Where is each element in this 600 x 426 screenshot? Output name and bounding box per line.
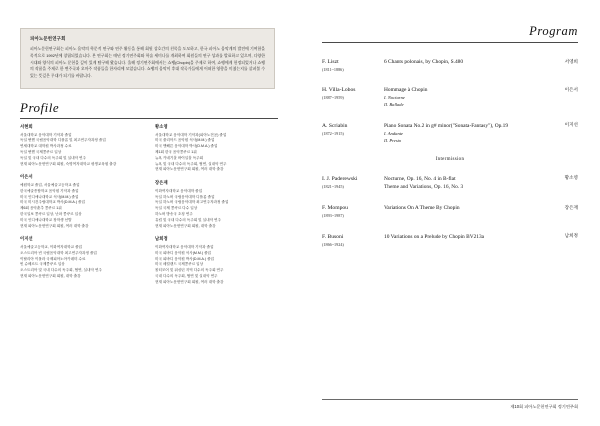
program-work	[384, 175, 548, 191]
profile-divider	[20, 118, 278, 119]
profile-line: 이화여자대학교 음악대학 졸업	[155, 188, 203, 193]
program-composer	[322, 86, 384, 101]
program-work	[384, 204, 548, 212]
program-item	[322, 175, 578, 191]
profile-line: 서울대학교 음악대학 기악과 졸업	[20, 132, 72, 137]
program-item	[322, 58, 578, 73]
profile-line: 현재 피아노문헌연구회 회원, 여러 대학 출강	[20, 223, 89, 228]
introduction-title: 피아노문헌연구회	[30, 36, 66, 41]
profile-line: 현재 피아노문헌연구회 회원, 대학 출강	[155, 223, 216, 228]
profile-name: 황소영	[155, 124, 168, 129]
intermission-label: Intermission	[435, 156, 465, 162]
program-composer	[322, 204, 384, 219]
composer-dates: (1893~1987)	[322, 213, 344, 219]
program-performer: 황소영	[564, 175, 578, 181]
profile-entry	[20, 236, 143, 279]
profile-line: 미국 맨해튼 음악대학 박사(D.M.A.) 졸업	[155, 144, 218, 149]
work-movement: II. Ballade	[384, 102, 404, 108]
profile-column-right	[155, 124, 278, 293]
profile-name: 서현희	[20, 124, 33, 129]
profile-line: 독일 하노버 국립음악대학 최고연주자과정 졸업	[155, 200, 229, 205]
profile-line: 독일 하노버 국립음악대학 디플롬 졸업	[155, 194, 215, 199]
composer-dates: (1872~1915)	[322, 130, 344, 136]
program-item	[322, 122, 578, 144]
work-title: Nocturne, Op. 16, No. 4 in B-flat	[384, 175, 456, 182]
introduction-box	[20, 28, 275, 89]
program-item	[322, 86, 578, 108]
program-work	[384, 58, 548, 66]
profile-line: 유럽 및 국내 다수의 독주회 및 실내악 연주	[155, 217, 222, 222]
program-performer: 서영희	[564, 58, 578, 64]
profile-line: 현재 피아노문헌연구회 회원, 대학 출강	[20, 273, 81, 278]
program-work	[384, 122, 548, 144]
profile-line: 서울예술고등학교, 이화여자대학교 졸업	[20, 244, 83, 249]
program-composer	[322, 58, 384, 73]
profile-line: 한국예술종합학교 음악원 기악과 졸업	[20, 188, 79, 193]
program-composer	[322, 175, 384, 190]
profile-entry	[155, 236, 278, 285]
program-work	[384, 86, 548, 108]
profile-line: 제1회 한국 음악콩쿠르 1위	[155, 149, 197, 154]
work-movement: I. Andante	[384, 130, 404, 136]
profile-line: 독일 뮌헨 국립음악대학 디플롬 및 최고연주자과정 졸업	[20, 138, 106, 143]
introduction-body: 피아노문헌연구회는 피아노 음악의 학문적 연구와 연주 활동을 통해 회원 상호간의 친목을 도모하고, 한국 피아노 음악계의 발전에 기여함을 목적으로 1992년에 창립되었습니다. 본 연구회는 매년 정기연주회와 학술 세미나를 개최하여 회원들의 연구 성과를 발표하고 있으며, 다양한 시대와 양식의 피아노 문헌을 깊이 있게 탐구해 왔습니다. 올해 정기연주회에서는 쇼팽(Chopin)을 주제로 하여, 쇼팽에게 헌정되었거나 쇼팽의 작품을 주제로 한 변주곡과 오마주 작품들을 한자리에 모았습니다. 쇼팽의 음악이 후대 작곡가들에게 어떠한 영향을 미쳤는지를 살펴볼 수 있는 뜻깊은 무대가 되기를 바랍니다.	[30, 46, 265, 79]
profile-name: 장은재	[155, 180, 168, 186]
profile-line: 독일 및 국내 다수의 독주회 및 실내악 연주	[20, 155, 87, 160]
composer-name: A. Scriabin	[322, 122, 348, 129]
program-heading: Program	[529, 24, 578, 38]
profile-line: 빈 슈베르트 국제콩쿠르 입상	[20, 262, 65, 267]
profile-line: 미국 줄리아드 음악원 석사(M.M.) 졸업	[155, 138, 215, 143]
profile-line: 이탈리아 이몰라 국제피아노아카데미 수료	[20, 256, 86, 261]
profile-line: 미국 피바디 음악원 박사(D.M.A.) 졸업	[155, 256, 215, 261]
program-performer: 이지선	[564, 122, 578, 128]
composer-name: H. Villa-Lobos	[322, 87, 356, 94]
profile-line: 미국 메릴랜드 국제콩쿠르 입상	[155, 262, 204, 267]
program-composer	[322, 122, 384, 137]
footer-text: 제10회 피아노문헌연구회 정기연주회	[510, 404, 578, 409]
work-title: Piano Sonata No.2 in g# minor("Sonata-Fantasy"), Op.19	[384, 122, 509, 129]
program-item	[322, 233, 578, 248]
profile-line: 오스트리아 및 국내 다수의 독주회, 협연, 실내악 연주	[20, 268, 102, 273]
composer-name: I. J. Paderewski	[322, 175, 358, 182]
program-performer: 장은재	[564, 204, 578, 210]
work-title: 6 Chants polonais, by Chopin, S.480	[384, 59, 464, 65]
profile-line: 현재 피아노문헌연구회 회원, 여러 대학 출강	[155, 279, 224, 284]
profile-line: 하노버 방송국 초청 연주	[155, 211, 193, 216]
work-title: Variations On A Theme By Chopin	[384, 205, 460, 212]
profile-line: 제6회 음악춘추 콩쿠르 1위	[20, 206, 62, 211]
profile-line: 독일 국제 콩쿠르 다수 입상	[155, 206, 198, 211]
composer-dates: (1811~1886)	[322, 67, 344, 73]
profile-line: 연세대학교 대학원 박사과정 수료	[20, 144, 72, 149]
program-performer: 이은서	[564, 86, 578, 92]
program-item	[322, 204, 578, 219]
profile-line: 예원학교 졸업, 서울예술고등학교 졸업	[20, 182, 80, 187]
profile-line: 볼티모어 및 워싱턴 지역 다수의 독주회 연주	[155, 268, 224, 273]
profile-columns	[20, 124, 278, 293]
composer-name: F. Liszt	[322, 59, 339, 65]
work-title: 10 Variations on a Prelude by Chopin BV213a	[384, 233, 485, 240]
program-performer: 남희정	[564, 233, 578, 239]
profile-line: 미국 인디애나대학교 석사(M.M.) 졸업	[20, 194, 79, 199]
profile-line: 뉴욕 카네기홀 바이일홀 독주회	[155, 155, 204, 160]
profile-entry	[20, 124, 143, 167]
profile-line: 현재 피아노문헌연구회 회원, 여러 대학 출강	[155, 167, 224, 172]
profile-line: 서울대학교 음악대학 기악과(피아노전공) 졸업	[155, 132, 227, 137]
profile-line: 미국 인디애나대학교 장학생 선발	[20, 217, 72, 222]
composer-name: F. Mompou	[322, 205, 348, 212]
program-work	[384, 233, 548, 241]
right-page	[300, 0, 600, 426]
profile-line: 한국일보 콩쿠르 입상, 난파 콩쿠르 입상	[20, 211, 82, 216]
composer-dates: (1866~1924)	[322, 241, 344, 247]
profile-line: 독일 뮌헨 국제콩쿠르 입상	[20, 149, 62, 154]
profile-line: 미국 피바디 음악원 석사(M.M.) 졸업	[155, 250, 212, 255]
work-title-secondary: Theme and Variations, Op. 16, No. 3	[384, 183, 464, 190]
program-divider	[322, 42, 578, 43]
profile-entry	[155, 124, 278, 173]
profile-heading: Profile	[20, 100, 60, 115]
profile-line: 이화여자대학교 음악대학 기악과 졸업	[155, 244, 214, 249]
profile-name: 남희정	[155, 236, 168, 242]
work-title: Hommage à Chopin	[384, 87, 428, 94]
profile-line: 오스트리아 빈 국립음악대학 최고연주자과정 졸업	[20, 250, 97, 255]
profile-entry	[155, 180, 278, 229]
profile-name: 이은서	[20, 174, 33, 180]
profile-line: 미국 미시건주립대학교 박사(D.M.A.) 졸업	[20, 200, 85, 205]
profile-line: 현재 피아노문헌연구회 회원, 숙명여자대학교 평생교육원 출강	[20, 161, 117, 166]
composer-dates: (1821~1945)	[322, 183, 344, 189]
profile-entry	[20, 174, 143, 229]
profile-line: 국내 다수의 독주회, 협연 및 실내악 연주	[155, 273, 218, 278]
profile-name: 이지선	[20, 236, 33, 242]
program-list	[322, 58, 578, 261]
footer-divider	[322, 399, 578, 400]
program-composer	[322, 233, 384, 248]
work-movement: I. Nocturne	[384, 95, 405, 101]
profile-line: 뉴욕 및 국내 다수의 독주회, 협연, 실내악 연주	[155, 161, 227, 166]
profile-column-left	[20, 124, 143, 293]
composer-name: F. Busoni	[322, 233, 344, 240]
work-movement: II. Presto	[384, 137, 402, 143]
composer-dates: (1887~1959)	[322, 95, 344, 101]
